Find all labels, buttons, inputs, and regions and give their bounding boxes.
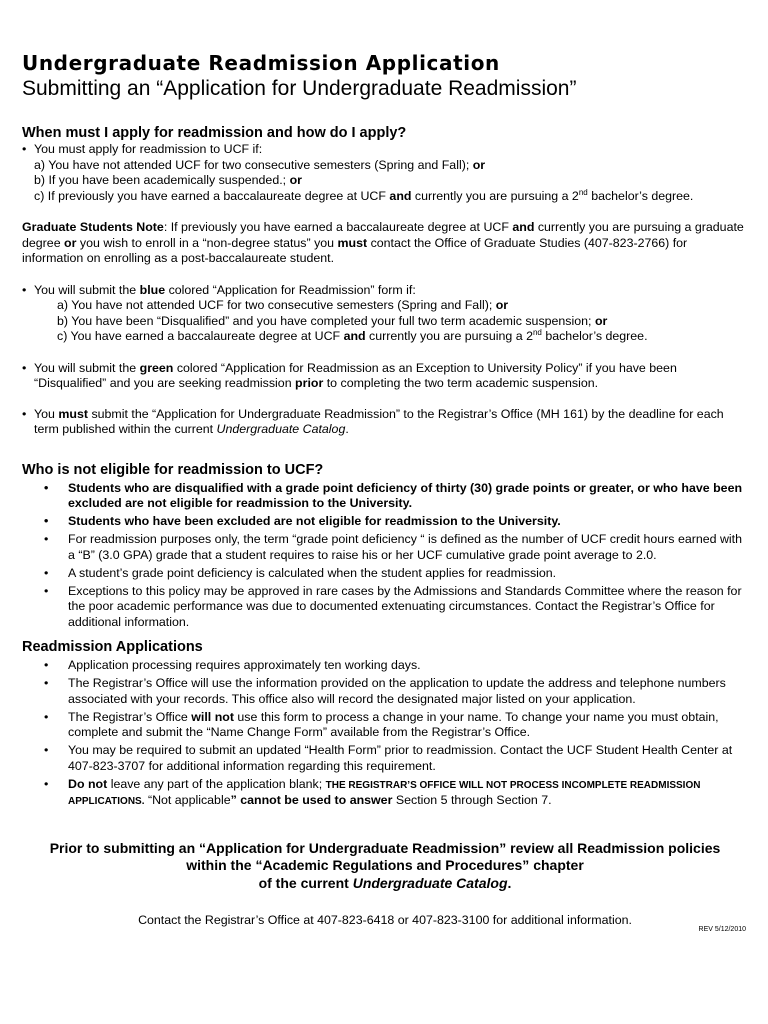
list-item: • The Registrar’s Office will use the information provided on the application to update the address and telephone numbers associated with your records. This office also will record the designated major listed on your application. [22,676,748,707]
graduate-students-note: Graduate Students Note: If previously you have earned a baccalaureate degree at UCF and currently you are pursuing a graduate degree or you wish to enroll in a “non-degree status” you must contact the Office of Graduate Studies (407-823-2766) for information on enrolling as a post-baccalaureate student. [22,220,744,265]
list-item: • Do not leave any part of the application blank; THE REGISTRAR’S OFFICE WILL NOT PROCESS INCOMPLETE READMISSION APPLICATIONS. “Not applicable” cannot be used to answer Section 5 through Section 7. [22,777,748,810]
final-notice [22,840,748,893]
revision-date: REV 5/12/2010 [698,926,746,933]
condition-a: a) You have not attended UCF for two consecutive semesters (Spring and Fall); or [34,157,486,172]
bullet-must-submit: • You must submit the “Application for Undergraduate Readmission” to the Registrar’s Office (MH 161) by the deadline for each term published within the current Undergraduate Catalog. [22,407,748,438]
document-page [22,50,748,927]
section-heading-readmission-applications: Readmission Applications [22,639,203,655]
list-item: • Application processing requires approximately ten working days. [22,658,748,674]
page-title: Undergraduate Readmission Application [22,51,500,75]
section-heading-not-eligible: Who is not eligible for readmission to UCF? [22,461,324,478]
list-item: • You may be required to submit an updated “Health Form” prior to readmission. Contact the UCF Student Health Center at 407-823-3707 for additional information regarding this requirement. [22,743,748,774]
bullet-green-form: • You will submit the green colored “Application for Readmission as an Exception to University Policy” if you have been “Disqualified” and you are seeking readmission prior to completing the two term academic suspension. [22,361,748,392]
condition-b: b) If you have been academically suspended.; or [34,173,302,187]
bullet-apply-intro: • You must apply for readmission to UCF if: [22,142,748,158]
blue-condition-c: c) You have earned a baccalaureate degree at UCF and currently you are pursuing a 2nd bachelor’s degree. [57,327,648,343]
readmission-applications-list [22,658,748,810]
section-heading-when-apply: When must I apply for readmission and how do I apply? [22,125,407,141]
list-item: • Exceptions to this policy may be approved in rare cases by the Admissions and Standards Committee where the reason for the poor academic performance was due to documented extenuating circumstances. Contact the Registrar’s Office for additional information. [22,584,748,631]
blue-condition-a: a) You have not attended UCF for two consecutive semesters (Spring and Fall); or [57,298,509,312]
section-blue-form [22,283,748,345]
contact-info: Contact the Registrar’s Office at 407-823-6418 or 407-823-3100 for additional information. [138,913,632,927]
section-when-apply [22,142,748,204]
list-item: • A student’s grade point deficiency is calculated when the student applies for readmission. [22,566,748,582]
page-subtitle: Submitting an “Application for Undergraduate Readmission” [22,77,577,100]
final-notice-line-1: Prior to submitting an “Application for Undergraduate Readmission” review all Readmission policies [49,839,721,856]
not-eligible-list [22,481,748,631]
list-item: • For readmission purposes only, the term “grade point deficiency “ is defined as the number of UCF credit hours earned with a “B” (3.0 GPA) grade that a student requires to raise his or her UCF cumulative grade point average to 2.0. [22,532,748,563]
final-notice-line-3: of the current Undergraduate Catalog. [258,874,512,891]
blue-condition-b: b) You have been “Disqualified” and you have completed your full two term academic suspension; or [57,313,608,328]
bullet-blue-form: • You will submit the blue colored “Application for Readmission” form if: [22,283,748,299]
final-notice-line-2: within the “Academic Regulations and Procedures” chapter [186,857,584,873]
list-item: • Students who have been excluded are not eligible for readmission to the University. [22,514,748,530]
condition-c: c) If previously you have earned a baccalaureate degree at UCF and currently you are pursuing a 2nd bachelor’s degree. [34,187,694,203]
list-item: • Students who are disqualified with a grade point deficiency of thirty (30) grade points or greater, or who have been excluded are not eligible for readmission to the University. [22,481,748,512]
list-item: • The Registrar’s Office will not use this form to process a change in your name. To change your name you must obtain, complete and submit the “Name Change Form” available from the Registrar’s Office. [22,710,748,741]
